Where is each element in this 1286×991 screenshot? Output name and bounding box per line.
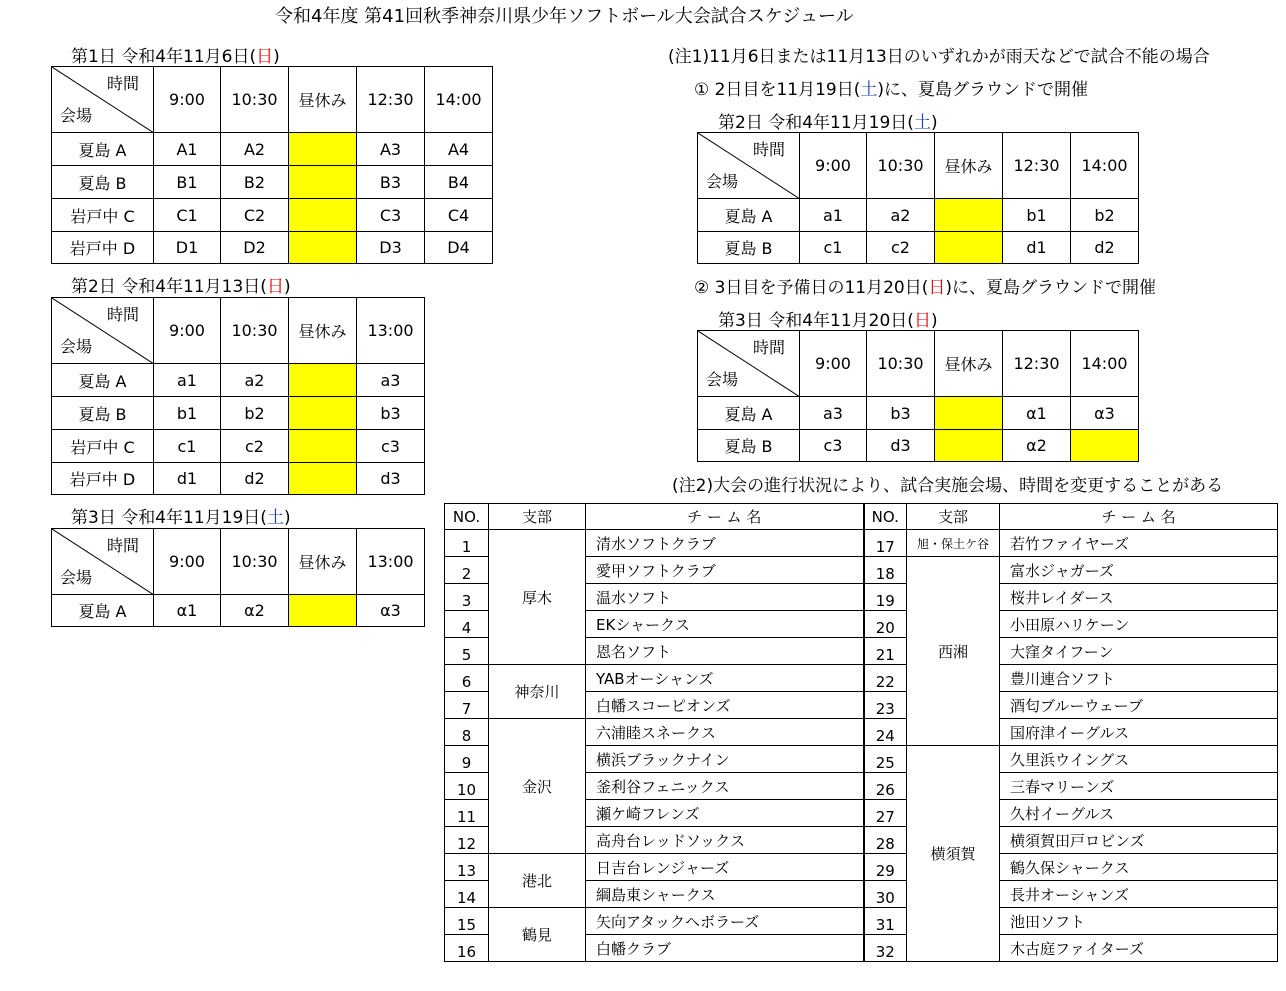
team-no: 6 [445,665,489,692]
team-no: 10 [445,773,489,800]
team-no: 21 [864,638,907,665]
game-cell: b2 [221,397,289,430]
header-no: NO. [445,504,489,530]
empty-slot-cell [1071,430,1139,462]
team-no: 4 [445,611,489,638]
team-no: 15 [445,908,489,935]
note2: (注2)大会の進行状況により、試合実施会場、時間を変更することがある [672,476,1224,496]
game-cell: d1 [154,463,221,495]
team-name: 桜井レイダース [1000,584,1278,611]
team-name: 白幡クラブ [586,935,864,962]
time-header: 12:30 [1003,331,1071,397]
venue-cell: 夏島 B [698,232,800,264]
team-name: 矢向アタックヘボラーズ [586,908,864,935]
team-list-table [444,503,1278,962]
team-name: 長井オーシャンズ [1000,881,1278,908]
team-no: 31 [864,908,907,935]
game-cell: d1 [1003,232,1071,264]
branch-cell: 金沢 [489,719,586,854]
team-no: 7 [445,692,489,719]
team-no: 22 [864,665,907,692]
game-cell: C2 [221,199,289,232]
venue-cell: 夏島 A [698,199,800,232]
team-name: 国府津イーグルス [1000,719,1278,746]
game-cell: α2 [1003,430,1071,462]
day2-heading: 第2日 令和4年11月13日(日) [71,277,291,297]
game-cell: c2 [867,232,935,264]
game-cell: b2 [1071,199,1139,232]
lunch-cell [289,463,357,495]
venue-cell: 岩戸中 D [52,232,154,264]
game-cell: a1 [154,364,221,397]
time-header: 9:00 [800,331,867,397]
team-name: YABオーシャンズ [586,665,864,692]
team-name: 温水ソフト [586,584,864,611]
day2-weekday: 日 [266,277,284,297]
team-name: 横須賀田戸ロビンズ [1000,827,1278,854]
branch-cell: 旭・保土ケ谷 [907,530,1000,557]
team-no: 19 [864,584,907,611]
lunch-cell [935,232,1003,264]
page-title: 令和4年度 第41回秋季神奈川県少年ソフトボール大会試合スケジュール [275,6,854,27]
game-cell: b1 [154,397,221,430]
team-no: 32 [864,935,907,962]
team-no: 16 [445,935,489,962]
team-name: 白幡スコーピオンズ [586,692,864,719]
team-no: 17 [864,530,907,557]
alt-day3-heading: 第3日 令和4年11月20日(日) [718,311,938,331]
lunch-cell [289,595,357,627]
time-header: 9:00 [154,529,221,595]
day1-weekday: 日 [256,47,274,67]
team-no: 26 [864,773,907,800]
time-header: 9:00 [154,67,221,133]
team-name: 久里浜ウイングス [1000,746,1278,773]
team-no: 3 [445,584,489,611]
schedule-day2-table [51,297,425,495]
alt-day2-heading: 第2日 令和4年11月19日(土) [718,113,938,133]
lunch-header: 昼休み [289,67,357,133]
game-cell: α1 [1003,397,1071,430]
day3-heading: 第3日 令和4年11月19日(土) [71,508,291,528]
venue-cell: 夏島 B [52,397,154,430]
team-name: 瀬ケ崎フレンズ [586,800,864,827]
venue-cell: 夏島 A [52,364,154,397]
team-name: 小田原ハリケーン [1000,611,1278,638]
lunch-cell [289,232,357,264]
team-name: 富水ジャガーズ [1000,557,1278,584]
lunch-cell [289,166,357,199]
game-cell: c2 [221,430,289,463]
team-no: 1 [445,530,489,557]
team-name: 大窪タイフーン [1000,638,1278,665]
game-cell: c1 [154,430,221,463]
team-name: 池田ソフト [1000,908,1278,935]
time-header: 13:00 [357,298,425,364]
team-no: 29 [864,854,907,881]
team-name: 愛甲ソフトクラブ [586,557,864,584]
time-header: 10:30 [221,529,289,595]
team-name: 豊川連合ソフト [1000,665,1278,692]
venue-cell: 岩戸中 C [52,199,154,232]
team-name: 高舟台レッドソックス [586,827,864,854]
team-no: 8 [445,719,489,746]
lunch-header: 昼休み [289,298,357,364]
alt-day2-weekday: 土 [913,113,931,133]
time-header: 10:30 [867,331,935,397]
team-no: 27 [864,800,907,827]
team-name: 六浦睦スネークス [586,719,864,746]
game-cell: c3 [800,430,867,462]
time-header: 13:00 [357,529,425,595]
venue-cell: 岩戸中 C [52,430,154,463]
game-cell: B4 [425,166,493,199]
game-cell: D3 [357,232,425,264]
team-name: 鶴久保シャークス [1000,854,1278,881]
game-cell: b3 [357,397,425,430]
branch-cell: 厚木 [489,530,586,665]
team-no: 20 [864,611,907,638]
game-cell: α3 [357,595,425,627]
lunch-cell [289,364,357,397]
time-header: 10:30 [221,298,289,364]
game-cell: D1 [154,232,221,264]
game-cell: a1 [800,199,867,232]
branch-cell: 港北 [489,854,586,908]
team-no: 23 [864,692,907,719]
team-no: 28 [864,827,907,854]
lunch-cell [289,430,357,463]
game-cell: A2 [221,133,289,166]
team-no: 25 [864,746,907,773]
day3-weekday: 土 [266,508,284,528]
game-cell: α2 [221,595,289,627]
team-name: 釜利谷フェニックス [586,773,864,800]
game-cell: b1 [1003,199,1071,232]
game-cell: c1 [800,232,867,264]
note1-item1: ① 2日目を11月19日(土)に、夏島グラウンドで開催 [694,80,1088,100]
team-no: 12 [445,827,489,854]
header-branch: 支部 [907,504,1000,530]
team-name: 綱島東シャークス [586,881,864,908]
time-header: 10:30 [221,67,289,133]
alt-day3-weekday: 日 [913,311,931,331]
game-cell: d3 [357,463,425,495]
schedule-alt-day3-table [697,330,1139,462]
corner-header: 時間 会場 [698,331,800,397]
time-header: 14:00 [1071,331,1139,397]
time-header: 9:00 [800,133,867,199]
team-no: 5 [445,638,489,665]
time-header: 14:00 [425,67,493,133]
time-header: 9:00 [154,298,221,364]
note1: (注1)11月6日または11月13日のいずれかが雨天などで試合不能の場合 [668,47,1210,67]
venue-cell: 夏島 A [52,595,154,627]
team-name: 木古庭ファイターズ [1000,935,1278,962]
schedule-day1-table [51,66,493,264]
game-cell: d2 [1071,232,1139,264]
game-cell: α1 [154,595,221,627]
team-name: 横浜ブラックナイン [586,746,864,773]
game-cell: d2 [221,463,289,495]
game-cell: B2 [221,166,289,199]
team-no: 2 [445,557,489,584]
game-cell: C4 [425,199,493,232]
lunch-cell [935,397,1003,430]
game-cell: α3 [1071,397,1139,430]
game-cell: a3 [357,364,425,397]
game-cell: A3 [357,133,425,166]
team-no: 13 [445,854,489,881]
game-cell: D4 [425,232,493,264]
corner-header: 時間 会場 [52,67,154,133]
venue-cell: 岩戸中 D [52,463,154,495]
game-cell: a2 [867,199,935,232]
team-no: 14 [445,881,489,908]
lunch-cell [289,199,357,232]
corner-header: 時間 会場 [698,133,800,199]
game-cell: a3 [800,397,867,430]
corner-header: 時間 会場 [52,529,154,595]
branch-cell: 西湘 [907,557,1000,746]
header-branch: 支部 [489,504,586,530]
team-name: 日吉台レンジャーズ [586,854,864,881]
schedule-day3-table [51,528,425,627]
team-no: 9 [445,746,489,773]
team-no: 18 [864,557,907,584]
team-name: EKシャークス [586,611,864,638]
header-team-name: チ ー ム 名 [586,504,864,530]
team-name: 清水ソフトクラブ [586,530,864,557]
team-name: 恩名ソフト [586,638,864,665]
game-cell: d3 [867,430,935,462]
header-team-name: チ ー ム 名 [1000,504,1278,530]
time-header: 12:30 [357,67,425,133]
schedule-alt-day2-table [697,132,1139,264]
venue-cell: 夏島 B [698,430,800,462]
team-name: 若竹ファイヤーズ [1000,530,1278,557]
venue-cell: 夏島 A [52,133,154,166]
game-cell: D2 [221,232,289,264]
lunch-header: 昼休み [935,133,1003,199]
game-cell: B3 [357,166,425,199]
branch-cell: 横須賀 [907,746,1000,962]
corner-header: 時間 会場 [52,298,154,364]
lunch-cell [289,133,357,166]
time-header: 14:00 [1071,133,1139,199]
branch-cell: 鶴見 [489,908,586,962]
note1-item2: ② 3日目を予備日の11月20日(日)に、夏島グラウンドで開催 [694,278,1156,298]
team-name: 三春マリーンズ [1000,773,1278,800]
lunch-cell [935,430,1003,462]
lunch-header: 昼休み [935,331,1003,397]
lunch-header: 昼休み [289,529,357,595]
game-cell: A1 [154,133,221,166]
day1-heading: 第1日 令和4年11月6日(日) [71,47,280,67]
team-name: 酒匂ブルーウェーブ [1000,692,1278,719]
team-no: 11 [445,800,489,827]
venue-cell: 夏島 B [52,166,154,199]
time-header: 10:30 [867,133,935,199]
game-cell: A4 [425,133,493,166]
lunch-cell [935,199,1003,232]
game-cell: C1 [154,199,221,232]
lunch-cell [289,397,357,430]
game-cell: b3 [867,397,935,430]
team-no: 30 [864,881,907,908]
team-no: 24 [864,719,907,746]
game-cell: B1 [154,166,221,199]
branch-cell: 神奈川 [489,665,586,719]
header-no: NO. [864,504,907,530]
game-cell: C3 [357,199,425,232]
venue-cell: 夏島 A [698,397,800,430]
game-cell: a2 [221,364,289,397]
time-header: 12:30 [1003,133,1071,199]
team-name: 久村イーグルス [1000,800,1278,827]
game-cell: c3 [357,430,425,463]
